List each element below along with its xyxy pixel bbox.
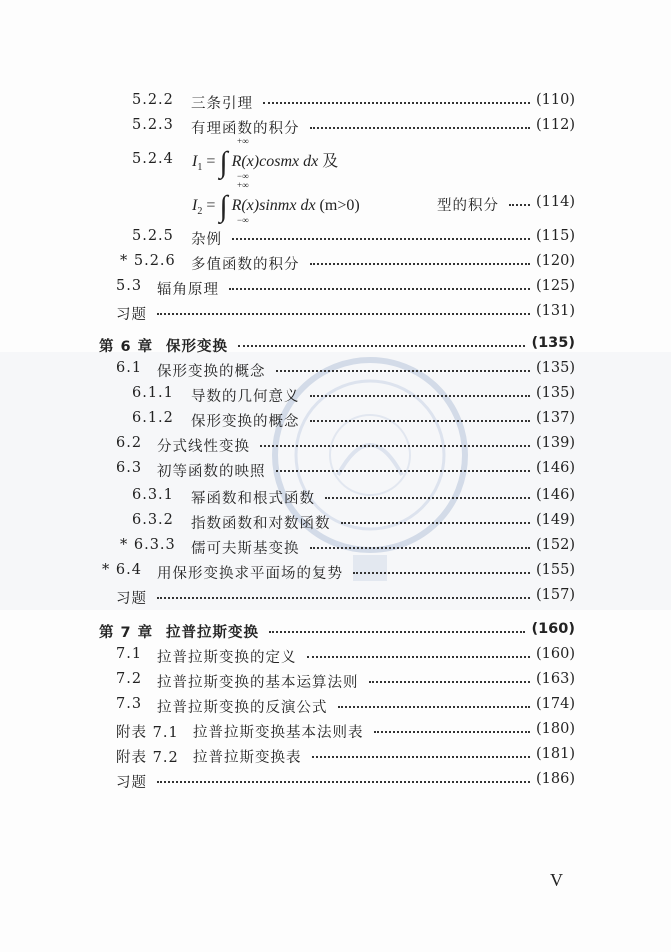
leader-dots bbox=[509, 204, 530, 206]
entry-number: 6.3 bbox=[116, 460, 143, 476]
entry-title: 杂例 bbox=[191, 232, 222, 248]
leader-dots bbox=[310, 547, 530, 549]
entry-page: (146) bbox=[536, 487, 575, 503]
entry-number: 7.3 bbox=[116, 696, 143, 712]
toc-entry[interactable] bbox=[0, 358, 671, 382]
entry-number: 6.1.2 bbox=[132, 410, 174, 426]
entry-page: (114) bbox=[536, 194, 575, 210]
entry-title: 拉普拉斯变换基本法则表 bbox=[193, 725, 364, 741]
entry-page: (112) bbox=[536, 117, 575, 133]
entry-number: * 6.3.3 bbox=[120, 537, 176, 553]
entry-title: 幂函数和根式函数 bbox=[191, 491, 315, 507]
toc-entry[interactable] bbox=[0, 619, 671, 643]
entry-number: 第 6 章 bbox=[99, 339, 154, 355]
entry-page: (120) bbox=[536, 253, 575, 269]
toc-entry[interactable] bbox=[0, 669, 671, 693]
entry-page: (131) bbox=[536, 303, 575, 319]
leader-dots bbox=[325, 497, 530, 499]
toc-entry[interactable] bbox=[0, 333, 671, 357]
entry-number: 5.2.3 bbox=[132, 117, 174, 133]
toc-entry[interactable] bbox=[0, 115, 671, 139]
leader-dots bbox=[310, 420, 530, 422]
entry-page: (135) bbox=[531, 335, 575, 351]
entry-page: (160) bbox=[536, 646, 575, 662]
entry-title: 儒可夫斯基变换 bbox=[191, 541, 300, 557]
entry-page: (135) bbox=[536, 360, 575, 376]
entry-page: (146) bbox=[536, 460, 575, 476]
entry-title: 拉普拉斯变换表 bbox=[193, 750, 302, 766]
leader-dots bbox=[229, 288, 530, 290]
entry-title: 拉普拉斯变换的基本运算法则 bbox=[157, 675, 359, 691]
leader-dots bbox=[369, 681, 530, 683]
toc-entry[interactable] bbox=[0, 585, 671, 609]
entry-title: 型的积分 bbox=[437, 198, 499, 214]
toc-entry[interactable] bbox=[0, 226, 671, 250]
entry-title: 有理函数的积分 bbox=[191, 121, 300, 137]
entry-title: 保形变换的概念 bbox=[157, 364, 266, 380]
entry-number: 6.1 bbox=[116, 360, 143, 376]
entry-title: 分式线性变换 bbox=[157, 439, 250, 455]
entry-number: 6.1.1 bbox=[132, 385, 174, 401]
toc-entry[interactable] bbox=[0, 510, 671, 534]
toc-entry[interactable] bbox=[0, 694, 671, 718]
toc-entry[interactable] bbox=[0, 719, 671, 743]
entry-page: (155) bbox=[536, 562, 575, 578]
entry-title: 多值函数的积分 bbox=[191, 257, 300, 273]
entry-page: (160) bbox=[531, 621, 575, 637]
toc-entry[interactable] bbox=[0, 535, 671, 559]
formula-i1: $I_1$ = ∫ +∞ −∞ R(x)cosmx dx 及 bbox=[192, 136, 339, 181]
toc-entry[interactable] bbox=[0, 408, 671, 432]
entry-title: 三条引理 bbox=[191, 96, 253, 112]
leader-dots bbox=[312, 756, 530, 758]
entry-number: * 5.2.6 bbox=[120, 253, 176, 269]
toc-entry[interactable] bbox=[0, 458, 671, 482]
leader-dots bbox=[374, 731, 530, 733]
entry-number: 5.2.4 bbox=[132, 151, 174, 167]
toc-entry[interactable] bbox=[0, 560, 671, 584]
leader-dots bbox=[276, 370, 530, 372]
entry-number: 7.1 bbox=[116, 646, 143, 662]
entry-page: (181) bbox=[536, 746, 575, 762]
entry-page: (180) bbox=[536, 721, 575, 737]
leader-dots bbox=[310, 263, 530, 265]
entry-page: (163) bbox=[536, 671, 575, 687]
page-number: V bbox=[550, 870, 563, 890]
entry-number: 6.3.1 bbox=[132, 487, 174, 503]
entry-page: (137) bbox=[536, 410, 575, 426]
leader-dots bbox=[238, 345, 525, 347]
entry-title: 拉普拉斯变换的定义 bbox=[157, 650, 297, 666]
leader-dots bbox=[232, 238, 530, 240]
leader-dots bbox=[157, 781, 530, 783]
entry-title: 用保形变换求平面场的复势 bbox=[157, 566, 343, 582]
leader-dots bbox=[338, 706, 530, 708]
leader-dots bbox=[307, 656, 530, 658]
entry-number: 附表 7.2 bbox=[116, 750, 179, 766]
leader-dots bbox=[269, 631, 525, 633]
entry-title: 拉普拉斯变换 bbox=[166, 625, 259, 641]
toc-entry[interactable] bbox=[0, 485, 671, 509]
entry-number: 7.2 bbox=[116, 671, 143, 687]
toc-entry[interactable] bbox=[0, 769, 671, 793]
entry-title: 拉普拉斯变换的反演公式 bbox=[157, 700, 328, 716]
toc-entry[interactable] bbox=[0, 276, 671, 300]
leader-dots bbox=[157, 313, 530, 315]
entry-number: 6.2 bbox=[116, 435, 143, 451]
entry-title: 习题 bbox=[116, 307, 147, 323]
entry-page: (139) bbox=[536, 435, 575, 451]
toc-entry[interactable] bbox=[0, 301, 671, 325]
leader-dots bbox=[157, 597, 530, 599]
entry-title: 辐角原理 bbox=[157, 282, 219, 298]
toc-entry[interactable] bbox=[0, 383, 671, 407]
toc-entry[interactable] bbox=[0, 251, 671, 275]
entry-page: (125) bbox=[536, 278, 575, 294]
entry-title: 保形变换的概念 bbox=[191, 414, 300, 430]
entry-title: 保形变换 bbox=[166, 339, 228, 355]
entry-page: (186) bbox=[536, 771, 575, 787]
entry-number: 5.2.5 bbox=[132, 228, 174, 244]
toc-entry[interactable] bbox=[0, 433, 671, 457]
entry-number: * 6.4 bbox=[102, 562, 142, 578]
entry-page: (149) bbox=[536, 512, 575, 528]
entry-title: 习题 bbox=[116, 775, 147, 791]
leader-dots bbox=[310, 395, 530, 397]
leader-dots bbox=[276, 470, 530, 472]
entry-title: 指数函数和对数函数 bbox=[191, 516, 331, 532]
toc-entry[interactable] bbox=[0, 90, 671, 114]
entry-number: 附表 7.1 bbox=[116, 725, 179, 741]
leader-dots bbox=[260, 445, 530, 447]
toc-entry[interactable] bbox=[0, 644, 671, 668]
entry-title: 导数的几何意义 bbox=[191, 389, 300, 405]
entry-number: 第 7 章 bbox=[99, 625, 154, 641]
entry-page: (174) bbox=[536, 696, 575, 712]
toc-entry[interactable] bbox=[0, 744, 671, 768]
entry-page: (115) bbox=[536, 228, 575, 244]
entry-page: (135) bbox=[536, 385, 575, 401]
entry-number: 5.3 bbox=[116, 278, 143, 294]
entry-title: 习题 bbox=[116, 591, 147, 607]
entry-page: (157) bbox=[536, 587, 575, 603]
leader-dots bbox=[263, 102, 530, 104]
leader-dots bbox=[341, 522, 530, 524]
leader-dots bbox=[353, 572, 530, 574]
entry-number: 5.2.2 bbox=[132, 92, 174, 108]
entry-number: 6.3.2 bbox=[132, 512, 174, 528]
entry-page: (110) bbox=[536, 92, 575, 108]
entry-title: 初等函数的映照 bbox=[157, 464, 266, 480]
formula-i2: $I_2$ = ∫ +∞ −∞ R(x)sinmx dx (m>0) bbox=[192, 180, 360, 225]
entry-page: (152) bbox=[536, 537, 575, 553]
leader-dots bbox=[310, 127, 530, 129]
